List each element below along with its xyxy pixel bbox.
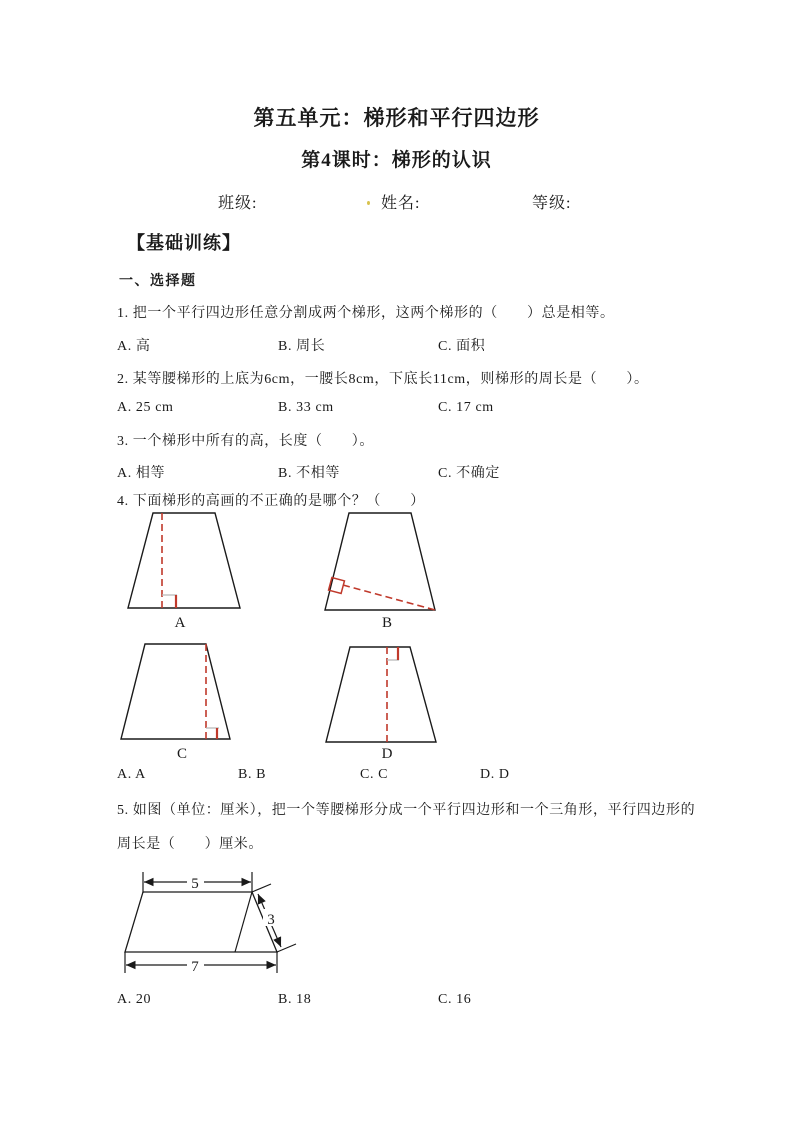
q1-option-c: C. 面积	[438, 339, 486, 354]
q5-trapezoid-outline	[125, 892, 277, 952]
grade-label: 等级:	[532, 195, 572, 212]
q5-dim-leg-label: 3	[267, 912, 275, 928]
question-3-text: 3. 一个梯形中所有的高，长度（ ）。	[117, 434, 374, 449]
figure-trapezoid-a	[118, 503, 250, 617]
section-choice-questions: 一、选择题	[119, 274, 197, 289]
question-1-text: 1. 把一个平行四边形任意分割成两个梯形，这两个梯形的（ ）总是相等。	[117, 306, 615, 321]
trapezoid-d-outline	[326, 647, 436, 742]
stray-mark-dot	[367, 201, 370, 205]
q4-option-d: D. D	[480, 767, 510, 782]
q1-option-b: B. 周长	[278, 339, 326, 354]
section-basic-training: 【基础训练】	[127, 233, 241, 253]
q5-dim-top-label: 5	[191, 876, 199, 892]
figure-b-label: B	[381, 615, 392, 631]
q3-option-b: B. 不相等	[278, 466, 340, 481]
question-2-text: 2. 某等腰梯形的上底为6cm，一腰长8cm，下底长11cm，则梯形的周长是（ ）。	[117, 372, 649, 387]
class-label: 班级:	[218, 195, 258, 212]
figure-trapezoid-c	[110, 636, 242, 750]
lesson-title: 第4课时：梯形的认识	[301, 150, 492, 171]
figure-a-label: A	[174, 615, 186, 631]
question-5-text-line2: 周长是（ ）厘米。	[117, 837, 263, 852]
q3-option-a: A. 相等	[117, 466, 166, 481]
trapezoid-a-outline	[128, 513, 240, 608]
figure-trapezoid-d	[316, 638, 448, 752]
trapezoid-c-outline	[121, 644, 230, 739]
name-label: 姓名:	[381, 195, 421, 212]
figure-d-label: D	[381, 746, 393, 762]
q4-option-c: C. C	[360, 767, 389, 782]
q4-option-b: B. B	[238, 767, 267, 782]
q5-ext-line-leg-top	[252, 884, 271, 892]
q5-option-a: A. 20	[117, 992, 152, 1007]
question-4-text: 4. 下面梯形的高画的不正确的是哪个？（ ）	[117, 494, 425, 509]
q5-dim-bottom-label: 7	[191, 959, 199, 975]
figure-q5-trapezoid	[108, 863, 318, 981]
q1-option-a: A. 高	[117, 339, 151, 354]
q5-option-b: B. 18	[278, 992, 312, 1007]
q2-option-c: C. 17 cm	[438, 400, 494, 415]
q2-option-a: A. 25 cm	[117, 400, 174, 415]
unit-title: 第五单元：梯形和平行四边形	[253, 106, 540, 130]
trapezoid-b-height-line	[343, 585, 435, 610]
q5-option-c: C. 16	[438, 992, 472, 1007]
q3-option-c: C. 不确定	[438, 466, 500, 481]
figure-c-label: C	[176, 746, 187, 762]
question-5-text-line1: 5. 如图（单位：厘米），把一个等腰梯形分成一个平行四边形和一个三角形，平行四边形的	[117, 803, 696, 818]
figure-trapezoid-b	[316, 503, 448, 619]
q4-option-a: A. A	[117, 767, 146, 782]
q2-option-b: B. 33 cm	[278, 400, 334, 415]
q5-divider-line	[235, 892, 252, 952]
